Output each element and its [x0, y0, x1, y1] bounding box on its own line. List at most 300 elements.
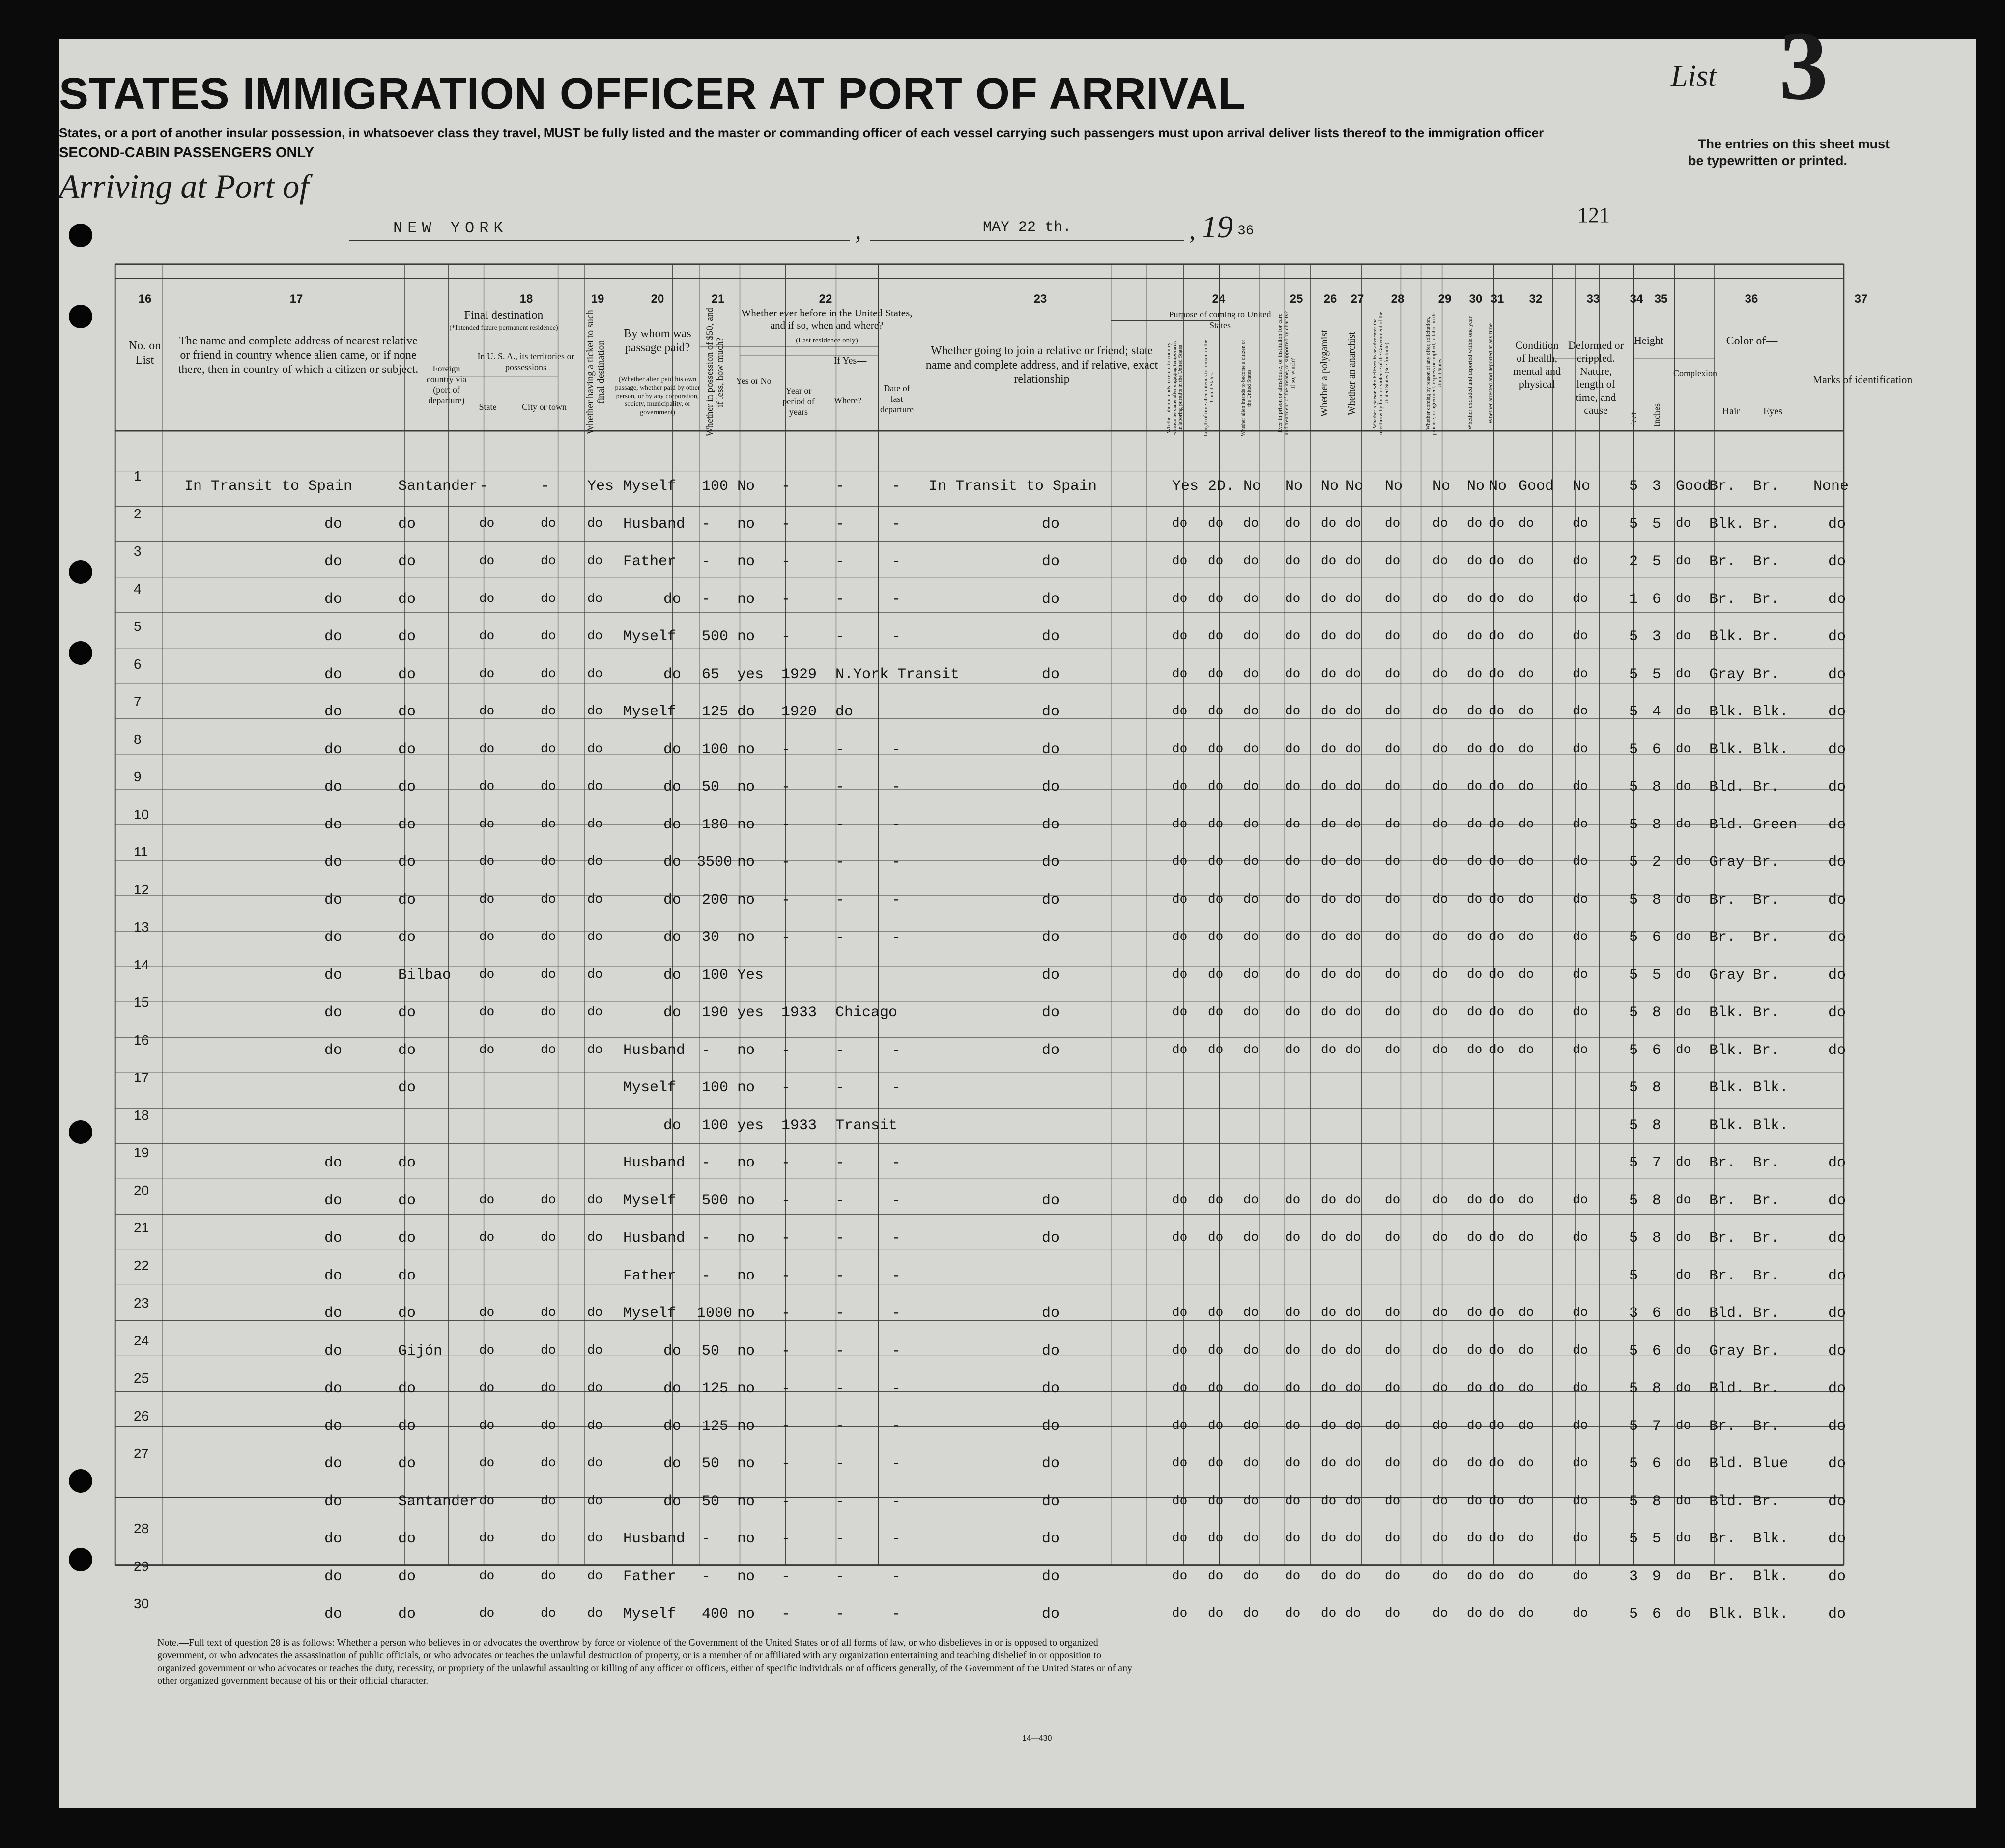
identification-marks-cell: do	[1828, 1267, 1846, 1284]
excluded-cell: do	[1467, 1380, 1483, 1395]
departure-cell: -	[892, 1192, 901, 1209]
year-cell: -	[781, 478, 791, 495]
purpose-return-cell: do	[1172, 1380, 1188, 1395]
purpose-return-cell: do	[1172, 628, 1188, 643]
state-cell: do	[479, 779, 495, 794]
city-cell: do	[541, 1493, 556, 1508]
complexion-cell: do	[1676, 967, 1691, 982]
labor-offer-cell: do	[1432, 1305, 1448, 1320]
header-color-of: Color of—	[1726, 335, 1778, 347]
city-cell: do	[541, 967, 556, 982]
departure-cell: -	[892, 1267, 901, 1284]
height-inches-cell: 4	[1652, 704, 1661, 720]
where-cell: -	[835, 1418, 845, 1435]
money-cell: 3500	[697, 854, 733, 871]
departure-cell: -	[892, 515, 901, 533]
height-feet-cell: 5	[1629, 1267, 1638, 1284]
purpose-length-cell: do	[1208, 666, 1224, 681]
money-cell: 500	[702, 628, 729, 645]
health-cell: do	[1518, 1493, 1534, 1508]
height-feet-cell: 3	[1629, 1568, 1638, 1585]
state-cell: do	[479, 1531, 495, 1545]
deformed-cell: do	[1573, 967, 1588, 982]
eye-color-cell: Blk.	[1753, 1531, 1789, 1547]
anarchist-cell: do	[1346, 1230, 1361, 1245]
ticket-cell: do	[587, 1305, 603, 1320]
relative-cell: do	[324, 1418, 343, 1435]
prison-cell: do	[1285, 1192, 1301, 1207]
overthrow-cell: do	[1385, 854, 1401, 869]
departure-cell: -	[892, 1568, 901, 1585]
typewritten-note-2: be typewritten or printed.	[1688, 153, 1848, 168]
where-cell: -	[835, 816, 845, 833]
height-inches-cell: 6	[1652, 929, 1661, 946]
complexion-cell: do	[1676, 1305, 1691, 1320]
identification-marks-cell: do	[1828, 1531, 1846, 1547]
header-purpose-b: Length of time alien intends to remain in the United States	[1203, 340, 1215, 437]
height-feet-cell: 5	[1629, 891, 1638, 909]
passage-paid-cell: Husband	[623, 1042, 686, 1059]
purpose-length-cell: do	[1208, 1305, 1224, 1320]
join-relative-cell: do	[1042, 591, 1060, 608]
labor-offer-cell: do	[1432, 628, 1448, 643]
state-cell: do	[479, 1455, 495, 1470]
labor-offer-cell: do	[1432, 553, 1448, 568]
column-number: 27	[1350, 292, 1364, 306]
row-number: 6	[134, 656, 142, 672]
height-inches-cell: 5	[1652, 515, 1661, 533]
health-cell: do	[1518, 1004, 1534, 1019]
eye-color-cell: Br.	[1753, 779, 1780, 796]
been-before-cell: no	[737, 1080, 755, 1096]
identification-marks-cell: do	[1828, 779, 1846, 796]
labor-offer-cell: do	[1432, 1230, 1448, 1245]
year-cell: -	[781, 1493, 791, 1510]
foreign-country-cell: do	[398, 1531, 416, 1547]
year-cell: -	[781, 553, 791, 570]
height-inches-cell: 8	[1652, 1230, 1661, 1247]
been-before-cell: no	[737, 1380, 755, 1397]
identification-marks-cell: do	[1828, 1192, 1846, 1209]
prison-cell: do	[1285, 1380, 1301, 1395]
complexion-cell: do	[1676, 1455, 1691, 1470]
eye-color-cell: Br.	[1753, 666, 1780, 683]
purpose-length-cell: do	[1208, 1418, 1224, 1433]
purpose-return-cell: do	[1172, 1192, 1188, 1207]
relative-cell: do	[324, 1042, 343, 1059]
foreign-country-cell: do	[398, 628, 416, 645]
ticket-cell: do	[587, 1568, 603, 1583]
purpose-length-cell: do	[1208, 704, 1224, 718]
labor-offer-cell: do	[1432, 1493, 1448, 1508]
where-cell: -	[835, 1192, 845, 1209]
foreign-country-cell: do	[398, 1305, 416, 1322]
arrested-cell: do	[1489, 553, 1505, 568]
identification-marks-cell: do	[1828, 1455, 1846, 1472]
purpose-citizen-cell: do	[1243, 816, 1259, 831]
ticket-cell: do	[587, 741, 603, 756]
arrested-cell: do	[1489, 816, 1505, 831]
purpose-return-cell: do	[1172, 816, 1188, 831]
height-feet-cell: 5	[1629, 1418, 1638, 1435]
polygamist-cell: do	[1321, 779, 1337, 794]
state-cell: do	[479, 553, 495, 568]
been-before-cell: do	[737, 704, 755, 720]
deformed-cell: do	[1573, 816, 1588, 831]
column-number: 29	[1438, 292, 1452, 306]
purpose-return-cell: do	[1172, 591, 1188, 606]
purpose-citizen-cell: do	[1243, 1531, 1259, 1545]
polygamist-cell: do	[1321, 1192, 1337, 1207]
ticket-cell: do	[587, 553, 603, 568]
header-city: City or town	[521, 402, 567, 412]
complexion-cell: do	[1676, 779, 1691, 794]
purpose-return-cell: do	[1172, 929, 1188, 944]
purpose-length-cell: do	[1208, 891, 1224, 907]
state-cell: do	[479, 929, 495, 944]
departure-cell: -	[892, 628, 901, 645]
purpose-citizen-cell: do	[1243, 1192, 1259, 1207]
departure-cell: -	[892, 741, 901, 758]
relative-cell: do	[324, 1342, 343, 1360]
purpose-citizen-cell: do	[1243, 628, 1259, 643]
anarchist-cell: do	[1346, 1192, 1361, 1207]
year-cell: -	[781, 741, 791, 758]
anarchist-cell: do	[1346, 666, 1361, 681]
ticket-cell: do	[587, 854, 603, 869]
identification-marks-cell: do	[1828, 666, 1846, 683]
state-cell: do	[479, 1305, 495, 1320]
passage-paid-cell: do	[663, 1380, 682, 1397]
state-cell: do	[479, 591, 495, 606]
complexion-cell: do	[1676, 1042, 1691, 1057]
arrested-cell: do	[1489, 1568, 1505, 1583]
identification-marks-cell: do	[1828, 1155, 1846, 1171]
hair-color-cell: Blk.	[1709, 1606, 1745, 1622]
where-cell: -	[835, 854, 845, 871]
polygamist-cell: do	[1321, 967, 1337, 982]
state-cell: do	[479, 1568, 495, 1583]
purpose-length-cell: do	[1208, 628, 1224, 643]
overthrow-cell: do	[1385, 929, 1401, 944]
header-ever-before: Whether ever before in the United States, and if so, when and where?	[741, 307, 913, 332]
column-number: 33	[1586, 292, 1600, 306]
height-inches-cell: 8	[1652, 779, 1661, 796]
height-inches-cell: 3	[1652, 628, 1661, 645]
deformed-cell: do	[1573, 1568, 1588, 1583]
money-cell: 50	[702, 1493, 720, 1510]
overthrow-cell: do	[1385, 1531, 1401, 1545]
city-cell: -	[541, 478, 550, 495]
arrested-cell: do	[1489, 1230, 1505, 1245]
labor-offer-cell: do	[1432, 816, 1448, 831]
join-relative-cell: do	[1042, 1305, 1060, 1322]
header-final-destination: Final destination	[464, 309, 544, 322]
port-value: NEW YORK	[393, 219, 508, 237]
complexion-cell: do	[1676, 1155, 1691, 1169]
purpose-length-cell: do	[1208, 741, 1224, 756]
purpose-return-cell: do	[1172, 1493, 1188, 1508]
eye-color-cell: Br.	[1753, 1418, 1780, 1435]
ticket-cell: do	[587, 628, 603, 643]
excluded-cell: do	[1467, 1568, 1483, 1583]
eye-color-cell: Blk.	[1753, 1117, 1789, 1134]
money-cell: -	[702, 1267, 711, 1284]
passage-paid-cell: Father	[623, 1267, 677, 1284]
prison-cell: do	[1285, 1418, 1301, 1433]
health-cell: do	[1518, 891, 1534, 907]
overthrow-cell: do	[1385, 741, 1401, 756]
identification-marks-cell: do	[1828, 628, 1846, 645]
ticket-cell: do	[587, 1606, 603, 1621]
eye-color-cell: Br.	[1753, 628, 1780, 645]
row-number: 23	[134, 1295, 149, 1310]
join-relative-cell: do	[1042, 1568, 1060, 1585]
been-before-cell: yes	[737, 1004, 764, 1021]
purpose-length-cell: do	[1208, 967, 1224, 982]
purpose-length-cell: do	[1208, 515, 1224, 531]
height-inches-cell: 8	[1652, 891, 1661, 909]
comma: ,	[855, 217, 861, 244]
height-feet-cell: 5	[1629, 1155, 1638, 1171]
column-number: 35	[1654, 292, 1668, 306]
eye-color-cell: Br.	[1753, 1342, 1780, 1360]
join-relative-cell: do	[1042, 704, 1060, 720]
row-number: 24	[134, 1333, 149, 1348]
relative-cell: do	[324, 591, 343, 608]
prison-cell: do	[1285, 779, 1301, 794]
relative-cell: do	[324, 1267, 343, 1284]
money-cell: 50	[702, 1455, 720, 1472]
been-before-cell: no	[737, 515, 755, 533]
departure-cell: -	[892, 591, 901, 608]
height-inches-cell: 5	[1652, 553, 1661, 570]
health-cell: do	[1518, 1042, 1534, 1057]
identification-marks-cell: None	[1813, 478, 1849, 495]
money-cell: 30	[702, 929, 720, 946]
deformed-cell: do	[1573, 854, 1588, 869]
footnote: Note.—Full text of question 28 is as follows: Whether a person who believes in or advocates the overthrow by force or violence of the Government of the United States or of all forms of law, or who disbelieves in or is opposed to organized government, or who advocates the assassination of public officials, or who advocates or teaches the unlawful destruction of property, or is a member of or affiliated with any organization entertaining and teaching disbelief in or opposition to organized government or who advocates or teaches the duty, necessity, or propriety of the unlawful assaulting or killing of any officer or officers, either of specific individuals or of officers generally, of the Government of the United States or of any other organized government because of his or their official character.	[157, 1637, 1133, 1686]
relative-cell: do	[324, 1380, 343, 1397]
where-cell: -	[835, 779, 845, 796]
row-number: 14	[134, 957, 149, 972]
prison-cell: do	[1285, 515, 1301, 531]
money-cell: 100	[702, 741, 729, 758]
anarchist-cell: do	[1346, 591, 1361, 606]
height-feet-cell: 5	[1629, 779, 1638, 796]
height-feet-cell: 2	[1629, 553, 1638, 570]
purpose-citizen-cell: do	[1243, 553, 1259, 568]
header-relative: The name and complete address of nearest relative or friend in country whence alien came, or if none there, then in country of which a citizen or subject.	[178, 335, 419, 376]
hair-color-cell: Bld.	[1709, 816, 1745, 833]
anarchist-cell: do	[1346, 515, 1361, 531]
identification-marks-cell: do	[1828, 591, 1846, 608]
year-cell: -	[781, 891, 791, 909]
join-relative-cell: In Transit to Spain	[929, 478, 1097, 495]
purpose-return-cell: do	[1172, 854, 1188, 869]
purpose-length-cell: 2D.	[1208, 478, 1235, 495]
labor-offer-cell: do	[1432, 854, 1448, 869]
departure-cell: -	[892, 1493, 901, 1510]
identification-marks-cell: do	[1828, 515, 1846, 533]
row-number: 2	[134, 506, 142, 521]
list-number: 3	[1779, 12, 1828, 120]
foreign-country-cell: do	[398, 591, 416, 608]
eye-color-cell: Green	[1753, 816, 1798, 833]
eye-color-cell: Br.	[1753, 515, 1780, 533]
purpose-return-cell: do	[1172, 1606, 1188, 1621]
arrested-cell: do	[1489, 1192, 1505, 1207]
state-cell: do	[479, 666, 495, 681]
ticket-cell: do	[587, 704, 603, 718]
year-cell: -	[781, 591, 791, 608]
where-cell: -	[835, 628, 845, 645]
prison-cell: do	[1285, 553, 1301, 568]
height-inches-cell: 8	[1652, 1080, 1661, 1096]
labor-offer-cell: do	[1432, 929, 1448, 944]
overthrow-cell: do	[1385, 704, 1401, 718]
money-cell: -	[702, 1155, 711, 1171]
page-title: STATES IMMIGRATION OFFICER AT PORT OF ARRIVAL	[59, 69, 1246, 118]
deformed-cell: do	[1573, 1004, 1588, 1019]
row-number: 20	[134, 1182, 149, 1198]
purpose-citizen-cell: do	[1243, 515, 1259, 531]
row-number: 1	[134, 468, 142, 483]
excluded-cell: do	[1467, 741, 1483, 756]
arrested-cell: do	[1489, 779, 1505, 794]
purpose-length-cell: do	[1208, 929, 1224, 944]
relative-cell: do	[324, 666, 343, 683]
hair-color-cell: Br.	[1709, 1568, 1736, 1585]
prison-cell: do	[1285, 967, 1301, 982]
purpose-citizen-cell: do	[1243, 1418, 1259, 1433]
where-cell: -	[835, 1155, 845, 1171]
identification-marks-cell: do	[1828, 1342, 1846, 1360]
excluded-cell: do	[1467, 1418, 1483, 1433]
join-relative-cell: do	[1042, 1230, 1060, 1247]
arrested-cell: do	[1489, 1004, 1505, 1019]
health-cell: do	[1518, 666, 1534, 681]
purpose-return-cell: do	[1172, 1230, 1188, 1245]
column-number: 25	[1289, 292, 1303, 306]
labor-offer-cell: do	[1432, 1418, 1448, 1433]
year-cell: -	[781, 1342, 791, 1360]
arrested-cell: do	[1489, 1342, 1505, 1358]
row-number: 28	[134, 1521, 149, 1536]
purpose-length-cell: do	[1208, 1192, 1224, 1207]
foreign-country-cell: do	[398, 816, 416, 833]
height-feet-cell: 5	[1629, 1042, 1638, 1059]
city-cell: do	[541, 1418, 556, 1433]
labor-offer-cell: do	[1432, 704, 1448, 718]
row-number: 17	[134, 1070, 149, 1085]
where-cell: N.York Transit	[835, 666, 960, 683]
height-feet-cell: 5	[1629, 1493, 1638, 1510]
purpose-citizen-cell: do	[1243, 1042, 1259, 1057]
purpose-length-cell: do	[1208, 1230, 1224, 1245]
hair-color-cell: Blk.	[1709, 1042, 1745, 1059]
purpose-citizen-cell: do	[1243, 929, 1259, 944]
anarchist-cell: do	[1346, 741, 1361, 756]
row-number: 21	[134, 1220, 149, 1235]
height-feet-cell: 5	[1629, 1080, 1638, 1096]
row-number: 9	[134, 769, 142, 784]
subtitle-class: SECOND-CABIN PASSENGERS ONLY	[59, 145, 314, 161]
purpose-length-cell: do	[1208, 779, 1224, 794]
deformed-cell: do	[1573, 891, 1588, 907]
overthrow-cell: do	[1385, 1380, 1401, 1395]
anarchist-cell: do	[1346, 1568, 1361, 1583]
anarchist-cell: do	[1346, 891, 1361, 907]
deformed-cell: do	[1573, 704, 1588, 718]
where-cell: -	[835, 591, 845, 608]
complexion-cell: do	[1676, 1493, 1691, 1508]
polygamist-cell: do	[1321, 891, 1337, 907]
health-cell: do	[1518, 1531, 1534, 1545]
health-cell: do	[1518, 1418, 1534, 1433]
deformed-cell: do	[1573, 1380, 1588, 1395]
polygamist-cell: do	[1321, 666, 1337, 681]
height-inches-cell: 6	[1652, 1455, 1661, 1472]
polygamist-cell: do	[1321, 929, 1337, 944]
arrested-cell: do	[1489, 1305, 1505, 1320]
health-cell: do	[1518, 854, 1534, 869]
city-cell: do	[541, 1042, 556, 1057]
eye-color-cell: Br.	[1753, 591, 1780, 608]
health-cell: Good	[1518, 478, 1554, 495]
header-height: Height	[1634, 334, 1663, 346]
year-cell: -	[781, 1155, 791, 1171]
money-cell: 200	[702, 891, 729, 909]
where-cell: -	[835, 1531, 845, 1547]
header-anarchist: Whether an anarchist	[1346, 332, 1357, 415]
complexion-cell: do	[1676, 515, 1691, 531]
height-inches-cell: 2	[1652, 854, 1661, 871]
arrested-cell: do	[1489, 1380, 1505, 1395]
purpose-return-cell: do	[1172, 741, 1188, 756]
city-cell: do	[541, 779, 556, 794]
city-cell: do	[541, 666, 556, 681]
join-relative-cell: do	[1042, 891, 1060, 909]
purpose-return-cell: do	[1172, 1042, 1188, 1057]
foreign-country-cell: Gijón	[398, 1342, 443, 1360]
row-number: 19	[134, 1145, 149, 1160]
height-inches-cell: 8	[1652, 816, 1661, 833]
overthrow-cell: do	[1385, 1042, 1401, 1057]
been-before-cell: yes	[737, 1117, 764, 1134]
purpose-length-cell: do	[1208, 553, 1224, 568]
year-cell: 1933	[781, 1004, 817, 1021]
hair-color-cell: Blk.	[1709, 628, 1745, 645]
health-cell: do	[1518, 1455, 1534, 1470]
money-cell: -	[702, 515, 711, 533]
purpose-return-cell: do	[1172, 1004, 1188, 1019]
ticket-cell: do	[587, 1380, 603, 1395]
anarchist-cell: do	[1346, 1004, 1361, 1019]
arrested-cell: do	[1489, 515, 1505, 531]
excluded-cell: do	[1467, 1493, 1483, 1508]
year-cell: -	[781, 1305, 791, 1322]
ticket-cell: do	[587, 1493, 603, 1508]
deformed-cell: do	[1573, 929, 1588, 944]
height-inches-cell: 6	[1652, 1606, 1661, 1622]
eye-color-cell: Br.	[1753, 1267, 1780, 1284]
arrested-cell: do	[1489, 967, 1505, 982]
height-feet-cell: 5	[1629, 816, 1638, 833]
hair-color-cell: Br.	[1709, 591, 1736, 608]
polygamist-cell: do	[1321, 1568, 1337, 1583]
eye-color-cell: Br.	[1753, 1493, 1780, 1510]
